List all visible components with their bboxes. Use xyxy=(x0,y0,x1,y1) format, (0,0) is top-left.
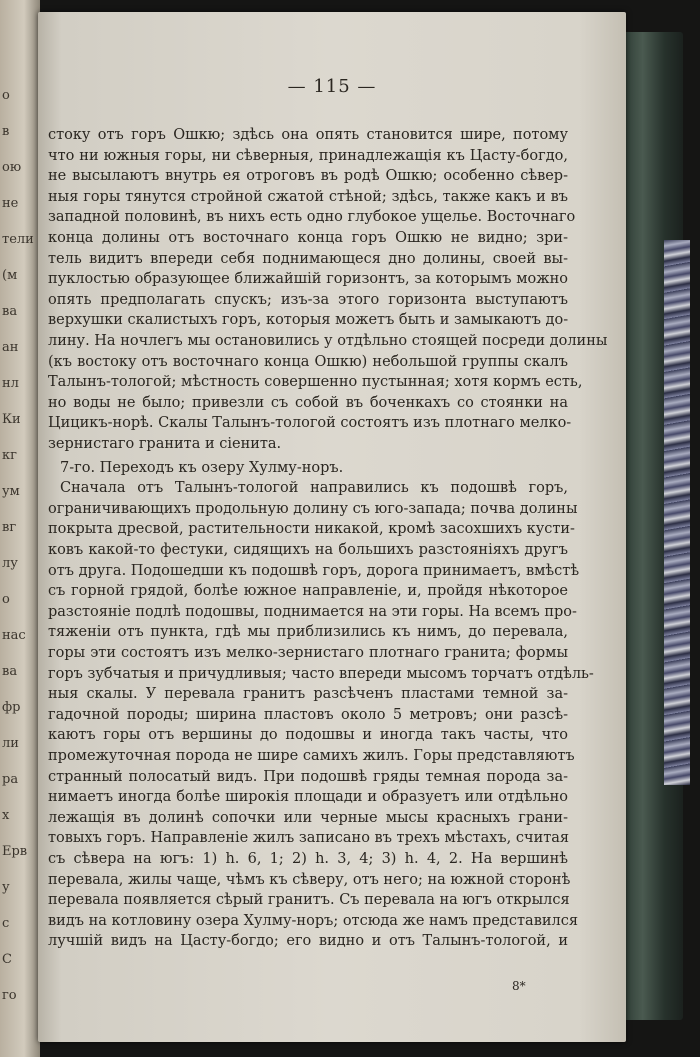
text-line: перевала появляется сѣрый гранитъ. Съ перевала на югъ открылся xyxy=(48,892,570,909)
text-line: ныя скалы. У перевала гранитъ разсѣченъ пластами темной за- xyxy=(48,686,568,703)
marbled-edge xyxy=(664,240,690,785)
left-page-fragment: го xyxy=(2,988,17,1003)
left-page-fragment: нас xyxy=(2,628,26,643)
text-line: горъ зубчатыя и причудливыя; часто впереди мысомъ торчатъ отдѣль- xyxy=(48,665,594,682)
left-page-fragment: в xyxy=(2,124,10,139)
left-page-fragment: С xyxy=(2,952,12,967)
left-page-fragment: о xyxy=(2,88,10,103)
left-page-fragment: тели xyxy=(2,232,34,247)
text-line: товыхъ горъ. Направленіе жилъ записано въ трехъ мѣстахъ, считая xyxy=(48,830,570,847)
text-line: верхушки скалистыхъ горъ, которыя можетъ быть и замыкаютъ до- xyxy=(48,312,569,329)
left-page-fragment: кг xyxy=(2,448,17,463)
text-line: стоку отъ горъ Ошкю; здѣсь она опять становится шире, потому xyxy=(48,127,568,143)
left-page-fragment: ан xyxy=(2,340,19,355)
text-line: западной половинѣ, въ нихъ есть одно глубокое ущелье. Восточнаго xyxy=(48,209,576,226)
text-line: лежащія въ долинѣ сопочки или черные мысы красныхъ грани- xyxy=(48,809,568,826)
text-line: но воды не было; привезли съ собой въ боченкахъ со стоянки на xyxy=(48,394,568,411)
text-line: горы эти состоятъ изъ мелко-зернистаго плотнаго гранита; формы xyxy=(48,645,568,661)
left-page-fragment: ою xyxy=(2,160,22,175)
text-line: Сначала отъ Талынъ-тологой направились къ подошвѣ горъ, xyxy=(60,480,568,497)
left-page-fragment: вг xyxy=(2,520,17,535)
text-line: отъ друга. Подошедши къ подошвѣ горъ, дорога принимаетъ, вмѣстѣ xyxy=(48,562,580,579)
left-page-fragment: с xyxy=(2,916,10,931)
text-line: перевала, жилы чаще, чѣмъ къ сѣверу, отъ него; на южной сторонѣ xyxy=(48,871,571,888)
text-line: Цицикъ-норѣ. Скалы Талынъ-тологой состоятъ изъ плотнаго мелко- xyxy=(48,415,572,432)
text-line: зернистаго гранита и сіенита. xyxy=(48,436,282,452)
text-line: разстояніе подлѣ подошвы, поднимается на эти горы. На всемъ про- xyxy=(48,603,577,620)
text-line: тель видитъ впереди себя поднимающеся дно долины, своей вы- xyxy=(48,250,568,267)
text-line: что ни южныя горы, ни сѣверныя, принадлежащія къ Цасту-богдо, xyxy=(48,147,568,164)
text-line: Талынъ-тологой; мѣстность совершенно пустынная; хотя кормъ есть, xyxy=(48,374,583,391)
left-page-fragment: ва xyxy=(2,664,18,679)
text-line: лучшій видъ на Цасту-богдо; его видно и отъ Талынъ-тологой, и xyxy=(48,933,568,950)
text-line: (къ востоку отъ восточнаго конца Ошкю) небольшой группы скалъ xyxy=(48,353,568,370)
left-page-fragment: ва xyxy=(2,304,18,319)
text-line: видъ на котловину озера Хулму-норъ; отсюда же намъ представился xyxy=(48,912,579,929)
left-page-fragment: не xyxy=(2,196,19,211)
text-line: пуклостью образующее ближайшій горизонтъ, за которымъ можно xyxy=(48,271,568,288)
left-page-fragment: нл xyxy=(2,376,19,391)
page-number: — 115 — xyxy=(287,76,377,97)
text-line: конца долины отъ восточнаго конца горъ Ошкю не видно; зри- xyxy=(48,230,568,246)
text-line: опять предполагать спускъ; изъ-за этого горизонта выступаютъ xyxy=(48,291,568,308)
left-page-fragment: ли xyxy=(2,736,19,751)
text-line: ковъ какой-то фестуки, сидящихъ на большихъ разстояніяхъ другъ xyxy=(48,542,568,558)
text-line: ныя горы тянутся стройной сжатой стѣной; здѣсь, также какъ и въ xyxy=(48,188,568,205)
text-line: промежуточная порода не шире самихъ жилъ. Горы представляютъ xyxy=(48,748,575,764)
text-line: каютъ горы отъ вершины до подошвы и иногда такъ часты, что xyxy=(48,727,568,744)
left-page-fragment: (м xyxy=(2,268,18,283)
text-line: странный полосатый видъ. При подошвѣ гряды темная порода за- xyxy=(48,768,568,785)
text-line: гадочной породы; ширина пластовъ около 5 метровъ; они разсѣ- xyxy=(48,706,568,723)
text-line: съ сѣвера на югъ: 1) h. 6, 1; 2) h. 3, 4; 3) h. 4, 2. На вершинѣ xyxy=(48,851,568,867)
left-page-edge xyxy=(0,0,40,1057)
left-page-fragment: лу xyxy=(2,556,18,571)
text-line: не высылаютъ внутрь ея отроговъ въ родѣ Ошкю; особенно сѣвер- xyxy=(48,168,568,185)
left-page-fragment: ра xyxy=(2,772,19,787)
text-line: нимаетъ иногда болѣе широкія площади и образуетъ или отдѣльно xyxy=(48,789,568,806)
text-line: лину. На ночлегъ мы остановились у отдѣльно стоящей посреди долины xyxy=(48,333,608,349)
left-page-fragment: х xyxy=(2,808,10,823)
left-page-fragment: фр xyxy=(2,700,21,715)
text-line: покрыта дресвой, растительности никакой, кромѣ засохшихъ кусти- xyxy=(48,521,575,538)
text-line: ограничивающихъ продольную долину съ юго-запада; почва долины xyxy=(48,500,578,517)
left-page-fragment: о xyxy=(2,592,10,607)
text-line: тяженіи отъ пункта, гдѣ мы приблизились къ нимъ, до перевала, xyxy=(48,624,568,641)
left-page-fragment: ум xyxy=(2,484,20,499)
left-page-fragment: у xyxy=(2,880,10,895)
book-page xyxy=(38,12,626,1042)
signature-mark: 8* xyxy=(512,979,526,993)
text-line: 7-го. Переходъ къ озеру Хулму-норъ. xyxy=(60,459,344,476)
text-line: съ горной грядой, болѣе южное направленіе, и, пройдя нѣкоторое xyxy=(48,583,568,600)
left-page-fragment: Ерв xyxy=(2,844,28,859)
left-page-fragment: Ки xyxy=(2,412,21,427)
